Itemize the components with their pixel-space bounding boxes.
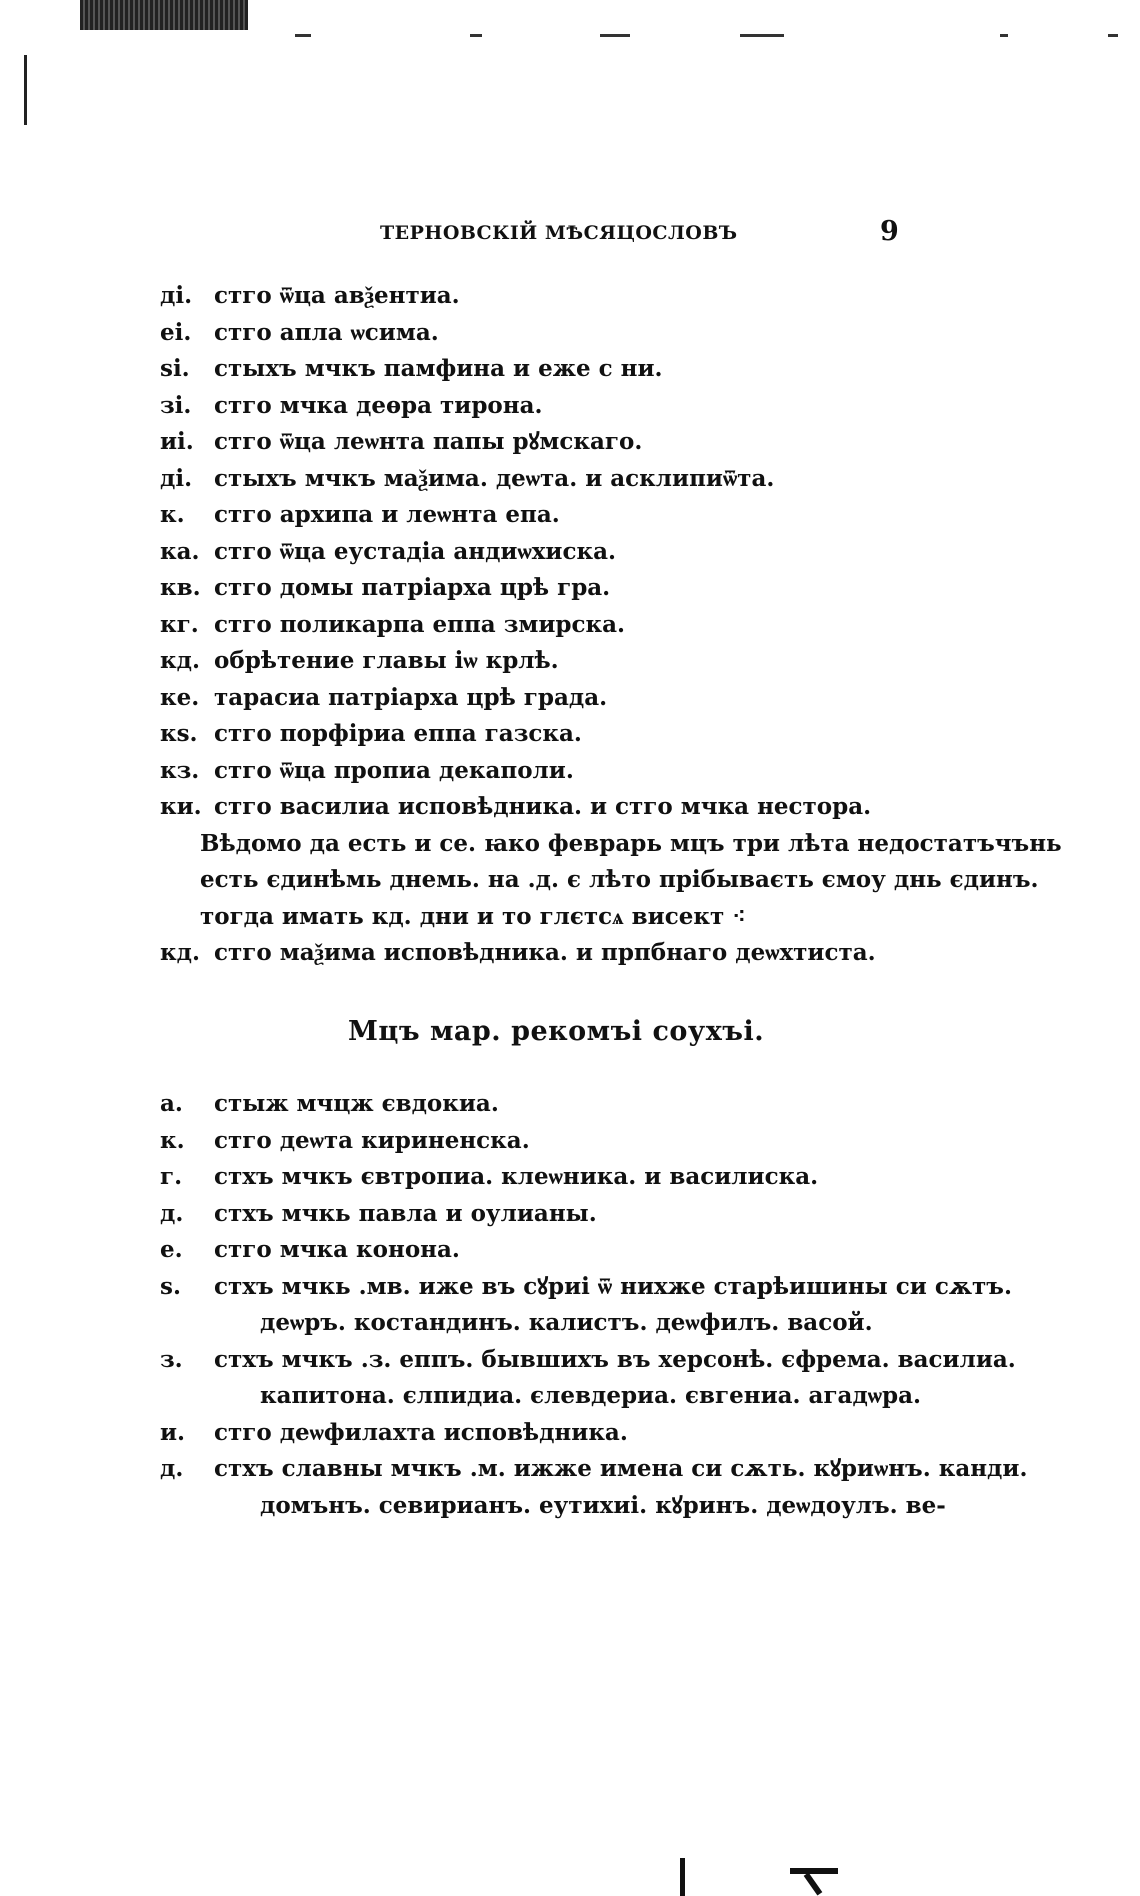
- entry-text: стго деѡфилахта исповѣдника.: [214, 1418, 628, 1446]
- entry-text: обрѣтение главы іѡ крлѣ.: [214, 647, 559, 674]
- entry-line: [160, 1415, 1020, 1452]
- entry-line: [160, 1451, 1028, 1488]
- entry-line: [160, 1159, 1020, 1196]
- entry-line: [160, 1123, 1020, 1160]
- entry-line: [160, 388, 1020, 425]
- scan-artifact: [680, 1858, 685, 1896]
- entry-line: [160, 789, 1020, 826]
- entry-text: стхъ мчкь .мв. иже въ сꙋриі ѿ нихже старѣишины си сѫтъ.: [214, 1272, 1012, 1300]
- scan-stamp: [80, 0, 248, 30]
- entry-number: еі.: [160, 318, 192, 346]
- entry-number: з.: [160, 1345, 183, 1373]
- entry-number: и.: [160, 1418, 186, 1446]
- entry-number: ді.: [160, 464, 193, 492]
- entry-text: стго ѿца пропиа декаполи.: [214, 756, 574, 784]
- entry-line: [160, 424, 1020, 461]
- entry-text: стго архипа и леѡнта епа.: [214, 501, 560, 528]
- entry-text: стго ѿца леѡнта папы рꙋмскаго.: [214, 428, 643, 455]
- scan-dash: [295, 34, 311, 37]
- entry-text: стго василиа исповѣдника. и стго мчка нестора.: [214, 793, 872, 820]
- entry-text: стго мчка деѳра тирона.: [214, 391, 543, 419]
- entry-number: кѕ.: [160, 720, 198, 747]
- entry-line: [160, 351, 1020, 388]
- entry-number: зі.: [160, 391, 192, 419]
- march-entries: [160, 1086, 1028, 1524]
- note-line: тогда имать кд. дни и то глєтсѧ висект ⁖: [200, 902, 746, 930]
- scan-artifact: [804, 1872, 823, 1895]
- entry-number: ѕ.: [160, 1272, 181, 1300]
- february-entries: [160, 278, 1062, 972]
- entry-line: [160, 278, 1020, 315]
- scan-artifact: [790, 1868, 838, 1874]
- entry-number: г.: [160, 1163, 183, 1190]
- scan-dash: [1000, 34, 1008, 37]
- entry-number: иі.: [160, 428, 194, 455]
- entry-text: стго мчка конона.: [214, 1236, 460, 1263]
- entry-line: [160, 497, 1020, 534]
- entry-number: кд.: [160, 647, 200, 674]
- entry-number: д.: [160, 1455, 184, 1482]
- entry-line: [160, 680, 1020, 717]
- page-number: 9: [880, 216, 899, 247]
- entry-number: к.: [160, 1126, 185, 1154]
- entry-number: к.: [160, 501, 185, 528]
- entry-number: кг.: [160, 610, 199, 638]
- scan-dash: [470, 34, 482, 37]
- entry-text: стхъ мчкъ .з. еппъ. бывшихъ въ херсонѣ. єфрема. василиа.: [214, 1345, 1016, 1373]
- entry-number: ка.: [160, 537, 200, 565]
- entry-line: [160, 570, 1020, 607]
- entry-line: [160, 607, 1020, 644]
- scan-dash: [740, 34, 784, 37]
- entry-number: д.: [160, 1199, 184, 1227]
- entry-continuation: деѡръ. костандинъ. калистъ. деѡфилъ. васой.: [260, 1309, 873, 1336]
- entry-line: [160, 643, 1020, 680]
- scan-dash: [1108, 34, 1118, 37]
- note-line: Вѣдомо да есть и се. ꙗко феврарь мцъ три лѣта недостатъчънь: [200, 829, 1062, 857]
- entry-text: стго ѿца авѯентиа.: [214, 282, 460, 309]
- entry-line: [160, 1086, 1020, 1123]
- section-heading: Мцъ мар. рекомъі соухъі.: [348, 1016, 765, 1047]
- entry-number: кз.: [160, 756, 200, 784]
- entry-text: стго деѡта кириненска.: [214, 1126, 530, 1154]
- entry-text: стго домы патріарха црѣ гра.: [214, 574, 611, 601]
- entry-number: ки.: [160, 793, 202, 820]
- entry-line: [160, 716, 1020, 753]
- entry-text: стхъ славны мчкъ .м. ижже имена си сѫть. кꙋриѡнъ. канди.: [214, 1455, 1028, 1482]
- entry-line: [160, 1232, 1020, 1269]
- entry-line: [160, 534, 1020, 571]
- scan-edge-mark: [24, 55, 27, 125]
- scan-dash: [600, 34, 630, 37]
- entry-line: [160, 315, 1020, 352]
- entry-text: стхъ мчкъ євтропиа. клеѡника. и василиска.: [214, 1163, 819, 1190]
- entry-continuation: капитона. єлпидиа. єлевдериа. євгениа. агадѡра.: [260, 1382, 922, 1409]
- entry-line: [160, 1269, 1020, 1306]
- entry-text: стго маѯима исповѣдника. и прпбнаго деѡхтиста.: [214, 939, 876, 966]
- entry-text: стыхъ мчкъ памфина и еже с ни.: [214, 355, 663, 382]
- entry-number: ѕі.: [160, 355, 190, 382]
- entry-text: стго ѿца еустадіа андиѡхиска.: [214, 537, 616, 565]
- running-head: ТЕРНОВСКІЙ МѢСЯЦОСЛОВЪ: [380, 222, 738, 244]
- entry-line: [160, 461, 1020, 498]
- entry-number: кд.: [160, 939, 200, 966]
- entry-line: [160, 1196, 1020, 1233]
- entry-number: ке.: [160, 683, 200, 711]
- entry-text: стго апла ѡсима.: [214, 318, 439, 346]
- note-line: есть єдинѣмь днемь. на .д. є лѣто прібываєть ємоу днь єдинъ.: [200, 866, 1039, 893]
- entry-number: а.: [160, 1090, 183, 1117]
- entry-number: е.: [160, 1236, 183, 1263]
- entry-text: стхъ мчкь павла и оулианы.: [214, 1199, 597, 1227]
- entry-number: ді.: [160, 282, 193, 309]
- entry-text: стго порфіриа еппа газска.: [214, 720, 582, 747]
- entry-line: [160, 935, 1020, 972]
- entry-line: [160, 753, 1020, 790]
- entry-text: тарасиа патріарха црѣ града.: [214, 683, 608, 711]
- entry-continuation: домънъ. севирианъ. еутихиі. кꙋринъ. деѡдоулъ. ве-: [260, 1491, 946, 1519]
- entry-number: кв.: [160, 574, 201, 601]
- entry-text: стыж мчцж євдокиа.: [214, 1090, 499, 1117]
- entry-text: стго поликарпа еппа змирска.: [214, 610, 626, 638]
- entry-line: [160, 1342, 1020, 1379]
- entry-text: стыхъ мчкъ маѯима. деѡта. и асклипиѿта.: [214, 464, 775, 492]
